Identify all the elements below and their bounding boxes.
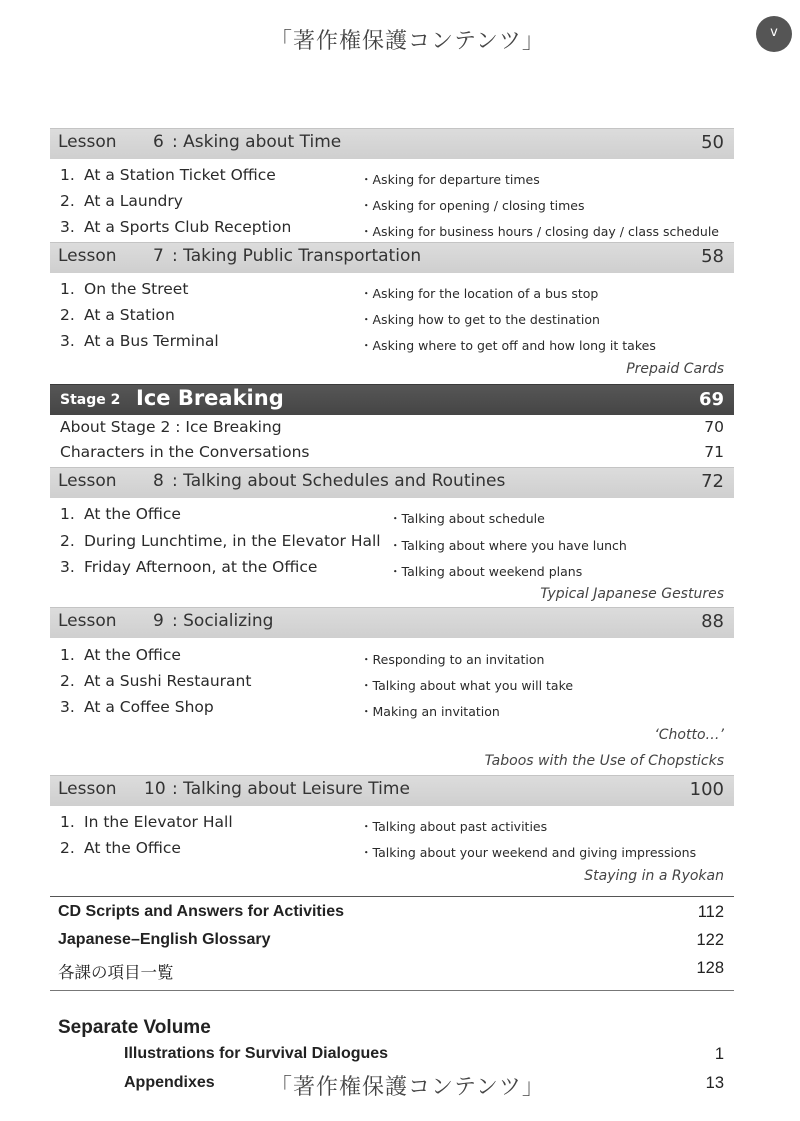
item-note: ・Asking for the location of a bus stop <box>360 286 599 301</box>
item-note: ・Asking for departure times <box>360 172 540 187</box>
lesson-title: : Socializing <box>172 611 274 631</box>
lesson-title: : Taking Public Transportation <box>172 246 422 266</box>
list-item[interactable]: 2. At a Station <box>60 306 175 324</box>
lesson-label: Lesson <box>58 246 117 266</box>
extra-topic[interactable]: Taboos with the Use of Chopsticks <box>484 753 724 769</box>
list-item[interactable]: 2. During Lunchtime, in the Elevator Hall <box>60 532 381 550</box>
list-item[interactable]: 2. At a Sushi Restaurant <box>60 672 252 690</box>
toc-entry[interactable]: About Stage 2 : Ice Breaking <box>60 418 282 436</box>
lesson-page: 100 <box>689 779 724 800</box>
lesson-9-header[interactable] <box>50 607 734 638</box>
item-note: ・Asking for business hours / closing day / class schedule <box>360 224 720 239</box>
watermark-bottom: 「著作権保護コンテンツ」 <box>270 1075 545 1100</box>
lesson-page: 50 <box>701 132 724 153</box>
lesson-page: 72 <box>701 471 724 492</box>
lesson-label: Lesson <box>58 471 117 491</box>
divider <box>50 896 734 897</box>
lesson-title: : Talking about Leisure Time <box>172 779 410 799</box>
list-item[interactable]: 3. At a Bus Terminal <box>60 332 219 350</box>
page-number-badge: v <box>756 16 792 52</box>
toc-page: 112 <box>697 903 724 921</box>
list-item[interactable]: 1. At the Office <box>60 505 181 523</box>
lesson-number: 6 <box>153 132 164 152</box>
toc-page: 13 <box>705 1074 724 1092</box>
item-note: ・Talking about your weekend and giving impressions <box>360 845 697 860</box>
separate-volume-heading: Separate Volume <box>58 1017 211 1038</box>
lesson-6-header[interactable] <box>50 128 734 159</box>
toc-page: 70 <box>704 418 724 436</box>
stage-2-header[interactable] <box>50 384 734 415</box>
toc-entry[interactable]: Characters in the Conversations <box>60 443 310 461</box>
toc-entry-illustrations[interactable]: Illustrations for Survival Dialogues <box>124 1045 389 1062</box>
stage-page: 69 <box>698 389 724 410</box>
lesson-title: : Asking about Time <box>172 132 342 152</box>
list-item[interactable]: 3. At a Coffee Shop <box>60 698 214 716</box>
lesson-7-header[interactable] <box>50 242 734 273</box>
list-item[interactable]: 2. At a Laundry <box>60 192 183 210</box>
stage-label: Stage 2 <box>60 392 121 408</box>
toc-page: 128 <box>696 959 724 977</box>
item-note: ・Talking about schedule <box>389 511 545 526</box>
extra-topic[interactable]: Typical Japanese Gestures <box>540 586 724 602</box>
toc-page: 1 <box>714 1045 724 1063</box>
lesson-title: : Talking about Schedules and Routines <box>172 471 506 491</box>
extra-topic[interactable]: Staying in a Ryokan <box>584 868 724 884</box>
item-note: ・Making an invitation <box>360 704 500 719</box>
item-note: ・Talking about past activities <box>360 819 548 834</box>
lesson-number: 8 <box>153 471 164 491</box>
lesson-number: 9 <box>153 611 164 631</box>
item-note: ・Responding to an invitation <box>360 652 545 667</box>
lesson-label: Lesson <box>58 132 117 152</box>
list-item[interactable]: 1. At a Station Ticket Office <box>60 166 276 184</box>
lesson-10-header[interactable] <box>50 775 734 806</box>
item-note: ・Talking about where you have lunch <box>389 538 627 553</box>
extra-topic[interactable]: ‘Chotto…’ <box>654 727 724 743</box>
item-note: ・Asking how to get to the destination <box>360 312 600 327</box>
toc-entry-lesson-index[interactable]: 各課の項目一覧 <box>58 964 174 982</box>
toc-entry-glossary[interactable]: Japanese–English Glossary <box>58 931 271 948</box>
toc-entry-cd-scripts[interactable]: CD Scripts and Answers for Activities <box>58 903 344 920</box>
item-note: ・Asking for opening / closing times <box>360 198 585 213</box>
list-item[interactable]: 1. At the Office <box>60 646 181 664</box>
lesson-page: 58 <box>701 246 724 267</box>
lesson-number: 7 <box>153 246 164 266</box>
lesson-8-header[interactable] <box>50 467 734 498</box>
list-item[interactable]: 3. Friday Afternoon, at the Office <box>60 558 318 576</box>
divider <box>50 990 734 991</box>
list-item[interactable]: 1. In the Elevator Hall <box>60 813 233 831</box>
item-note: ・Talking about weekend plans <box>389 564 583 579</box>
lesson-label: Lesson <box>58 611 117 631</box>
list-item[interactable]: 3. At a Sports Club Reception <box>60 218 292 236</box>
list-item[interactable]: 1. On the Street <box>60 280 189 298</box>
lesson-page: 88 <box>701 611 724 632</box>
watermark-top: 「著作権保護コンテンツ」 <box>270 29 545 54</box>
lesson-label: Lesson <box>58 779 117 799</box>
item-note: ・Talking about what you will take <box>360 678 574 693</box>
toc-page: 122 <box>696 931 724 949</box>
stage-title: Ice Breaking <box>136 386 284 410</box>
lesson-number: 10 <box>144 779 166 799</box>
toc-entry-appendixes[interactable]: Appendixes <box>124 1074 215 1091</box>
extra-topic[interactable]: Prepaid Cards <box>626 361 724 377</box>
item-note: ・Asking where to get off and how long it takes <box>360 338 656 353</box>
list-item[interactable]: 2. At the Office <box>60 839 181 857</box>
toc-page: 71 <box>704 443 724 461</box>
